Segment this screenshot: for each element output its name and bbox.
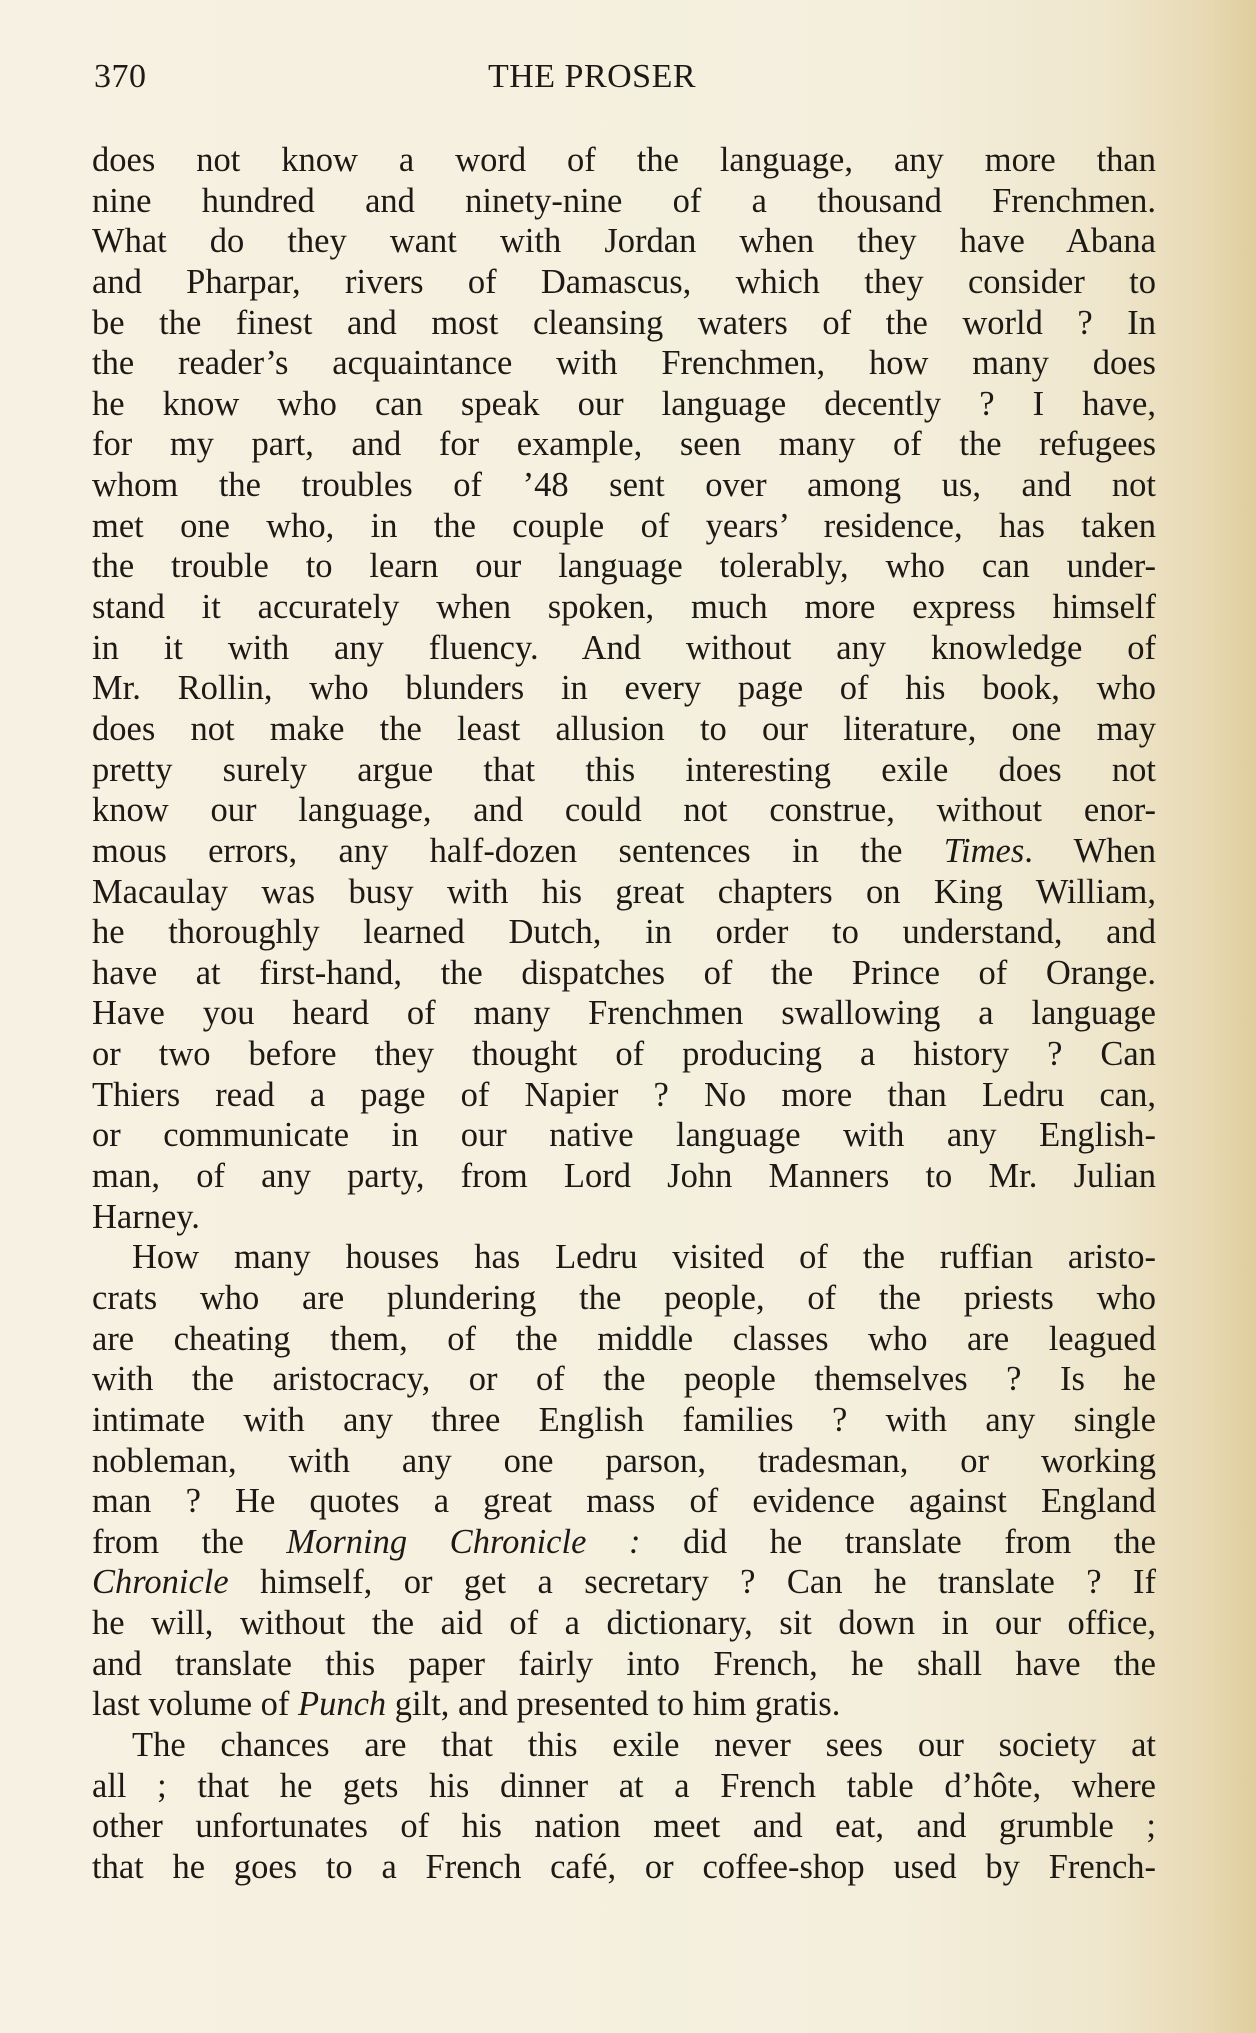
text-line: he will, without the aid of a dictionary, sit down in our office, (92, 1604, 1156, 1643)
italic-title: Chronicle (92, 1563, 229, 1602)
text-line: know our language, and could not construe, without enor- (92, 791, 1156, 830)
text-line: and Pharpar, rivers of Damascus, which they consider to (92, 262, 1156, 301)
text-line: Thiers read a page of Napier ? No more than Ledru can, (92, 1075, 1156, 1114)
text-line (92, 1684, 1156, 1725)
text-line: the reader’s acquaintance with Frenchmen, how many does (92, 344, 1156, 383)
text-line: for my part, and for example, seen many of the refugees (92, 425, 1156, 464)
text-line: or two before they thought of producing a history ? Can (92, 1035, 1156, 1074)
text-line: man, of any party, from Lord John Manners to Mr. Julian (92, 1157, 1156, 1196)
text-segment: gilt, and presented to him gratis. (386, 1685, 841, 1724)
page-header (94, 58, 1160, 108)
text-line: Macaulay was busy with his great chapters on King William, (92, 872, 1156, 911)
text-line: stand it accurately when spoken, much more express himself (92, 588, 1156, 627)
italic-title: Punch (298, 1685, 387, 1724)
text-line: with the aristocracy, or of the people themselves ? Is he (92, 1360, 1156, 1399)
text-line: that he goes to a French café, or coffee-shop used by French- (92, 1847, 1156, 1886)
text-line (92, 1522, 1156, 1563)
text-line: Mr. Rollin, who blunders in every page of his book, who (92, 669, 1156, 708)
italic-title: Morning Chronicle : (286, 1522, 641, 1561)
text-line: intimate with any three English families ? with any single (92, 1400, 1156, 1439)
text-line: What do they want with Jordan when they have Abana (92, 222, 1156, 261)
text-line: whom the troubles of ’48 sent over among us, and not (92, 466, 1156, 505)
page-number: 370 (94, 58, 147, 95)
text-segment: from the (92, 1522, 287, 1561)
body-text (92, 140, 1156, 1888)
text-line: How many houses has Ledru visited of the ruffian aristo- (132, 1238, 1156, 1277)
text-line: Harney. (92, 1197, 200, 1236)
text-line: does not make the least allusion to our literature, one may (92, 709, 1156, 748)
running-title: THE PROSER (487, 58, 697, 95)
text-line: man ? He quotes a great mass of evidence against England (92, 1482, 1156, 1521)
text-line: are cheating them, of the middle classes who are leagued (92, 1319, 1156, 1358)
text-line: Have you heard of many Frenchmen swallowing a language (92, 994, 1156, 1033)
text-line: have at first-hand, the dispatches of the Prince of Orange. (92, 953, 1156, 992)
text-line (92, 1562, 1156, 1603)
text-line: nobleman, with any one parson, tradesman, or working (92, 1441, 1156, 1480)
text-segment: mous errors, any half-dozen sentences in the (92, 831, 944, 870)
text-line (92, 831, 1156, 872)
text-line: he thoroughly learned Dutch, in order to understand, and (92, 913, 1156, 952)
text-line: be the finest and most cleansing waters of the world ? In (92, 303, 1156, 342)
text-line: The chances are that this exile never sees our society at (132, 1725, 1156, 1764)
text-line: nine hundred and ninety-nine of a thousand Frenchmen. (92, 181, 1156, 220)
text-line: does not know a word of the language, any more than (92, 141, 1156, 179)
text-segment: did he translate from the (640, 1522, 1156, 1561)
text-line: met one who, in the couple of years’ residence, has taken (92, 506, 1156, 545)
text-line: or communicate in our native language with any English- (92, 1116, 1156, 1155)
text-line: other unfortunates of his nation meet and eat, and grumble ; (92, 1807, 1156, 1846)
text-line: he know who can speak our language decently ? I have, (92, 384, 1156, 423)
text-segment: last volume of (92, 1685, 299, 1724)
text-line: the trouble to learn our language tolerably, who can under- (92, 547, 1156, 586)
text-segment: . When (1024, 831, 1156, 870)
italic-title: Times (943, 831, 1025, 870)
text-line: crats who are plundering the people, of the priests who (92, 1278, 1156, 1317)
text-line: all ; that he gets his dinner at a French table d’hôte, where (92, 1766, 1156, 1805)
text-line: pretty surely argue that this interesting exile does not (92, 750, 1156, 789)
text-segment: himself, or get a secretary ? Can he translate ? If (228, 1563, 1156, 1602)
text-line: and translate this paper fairly into French, he shall have the (92, 1644, 1156, 1683)
text-line: in it with any fluency. And without any knowledge of (92, 628, 1156, 667)
